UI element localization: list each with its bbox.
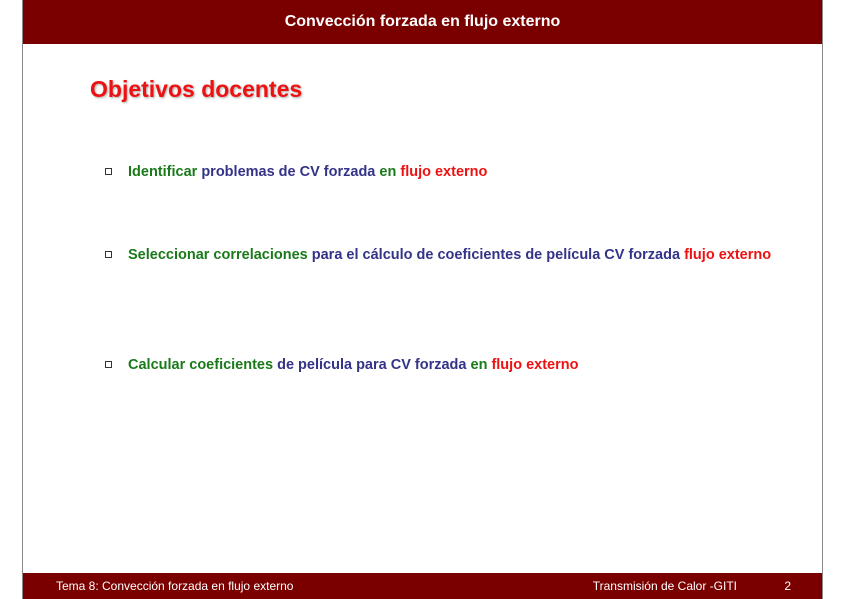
bullet-part: Calcular coeficientes xyxy=(128,357,278,373)
bullet-text xyxy=(128,240,785,270)
square-bullet-icon xyxy=(105,251,112,258)
bullet-part: problemas de CV forzada xyxy=(201,164,380,180)
slide-title: Convección forzada en flujo externo xyxy=(284,13,561,30)
bullet-part: en xyxy=(470,357,492,373)
bullet-text xyxy=(128,350,785,380)
footer-course: Transmisión de Calor -GITI xyxy=(592,579,737,593)
bullet-part: en xyxy=(379,164,401,180)
bullet-part: para el cálculo de coeficientes de película CV forzada xyxy=(311,247,685,263)
bullet-part: Identificar xyxy=(128,164,202,180)
bullet-text xyxy=(128,157,785,187)
bullet-item xyxy=(105,157,785,187)
bullet-part: flujo externo xyxy=(684,247,772,263)
slide-footer xyxy=(23,573,822,599)
bullet-part: de película para CV forzada xyxy=(277,357,471,373)
section-heading: Objetivos docentes xyxy=(90,76,303,102)
footer-topic: Tema 8: Convección forzada en flujo externo xyxy=(56,579,294,593)
bullet-item xyxy=(105,240,785,270)
slide xyxy=(22,0,823,599)
bullet-part: Seleccionar correlaciones xyxy=(128,247,312,263)
bullet-part: flujo externo xyxy=(400,164,488,180)
bullet-item xyxy=(105,350,785,380)
square-bullet-icon xyxy=(105,361,112,368)
page-number: 2 xyxy=(784,579,791,593)
bullet-part: flujo externo xyxy=(491,357,579,373)
slide-header xyxy=(23,0,822,44)
square-bullet-icon xyxy=(105,168,112,175)
